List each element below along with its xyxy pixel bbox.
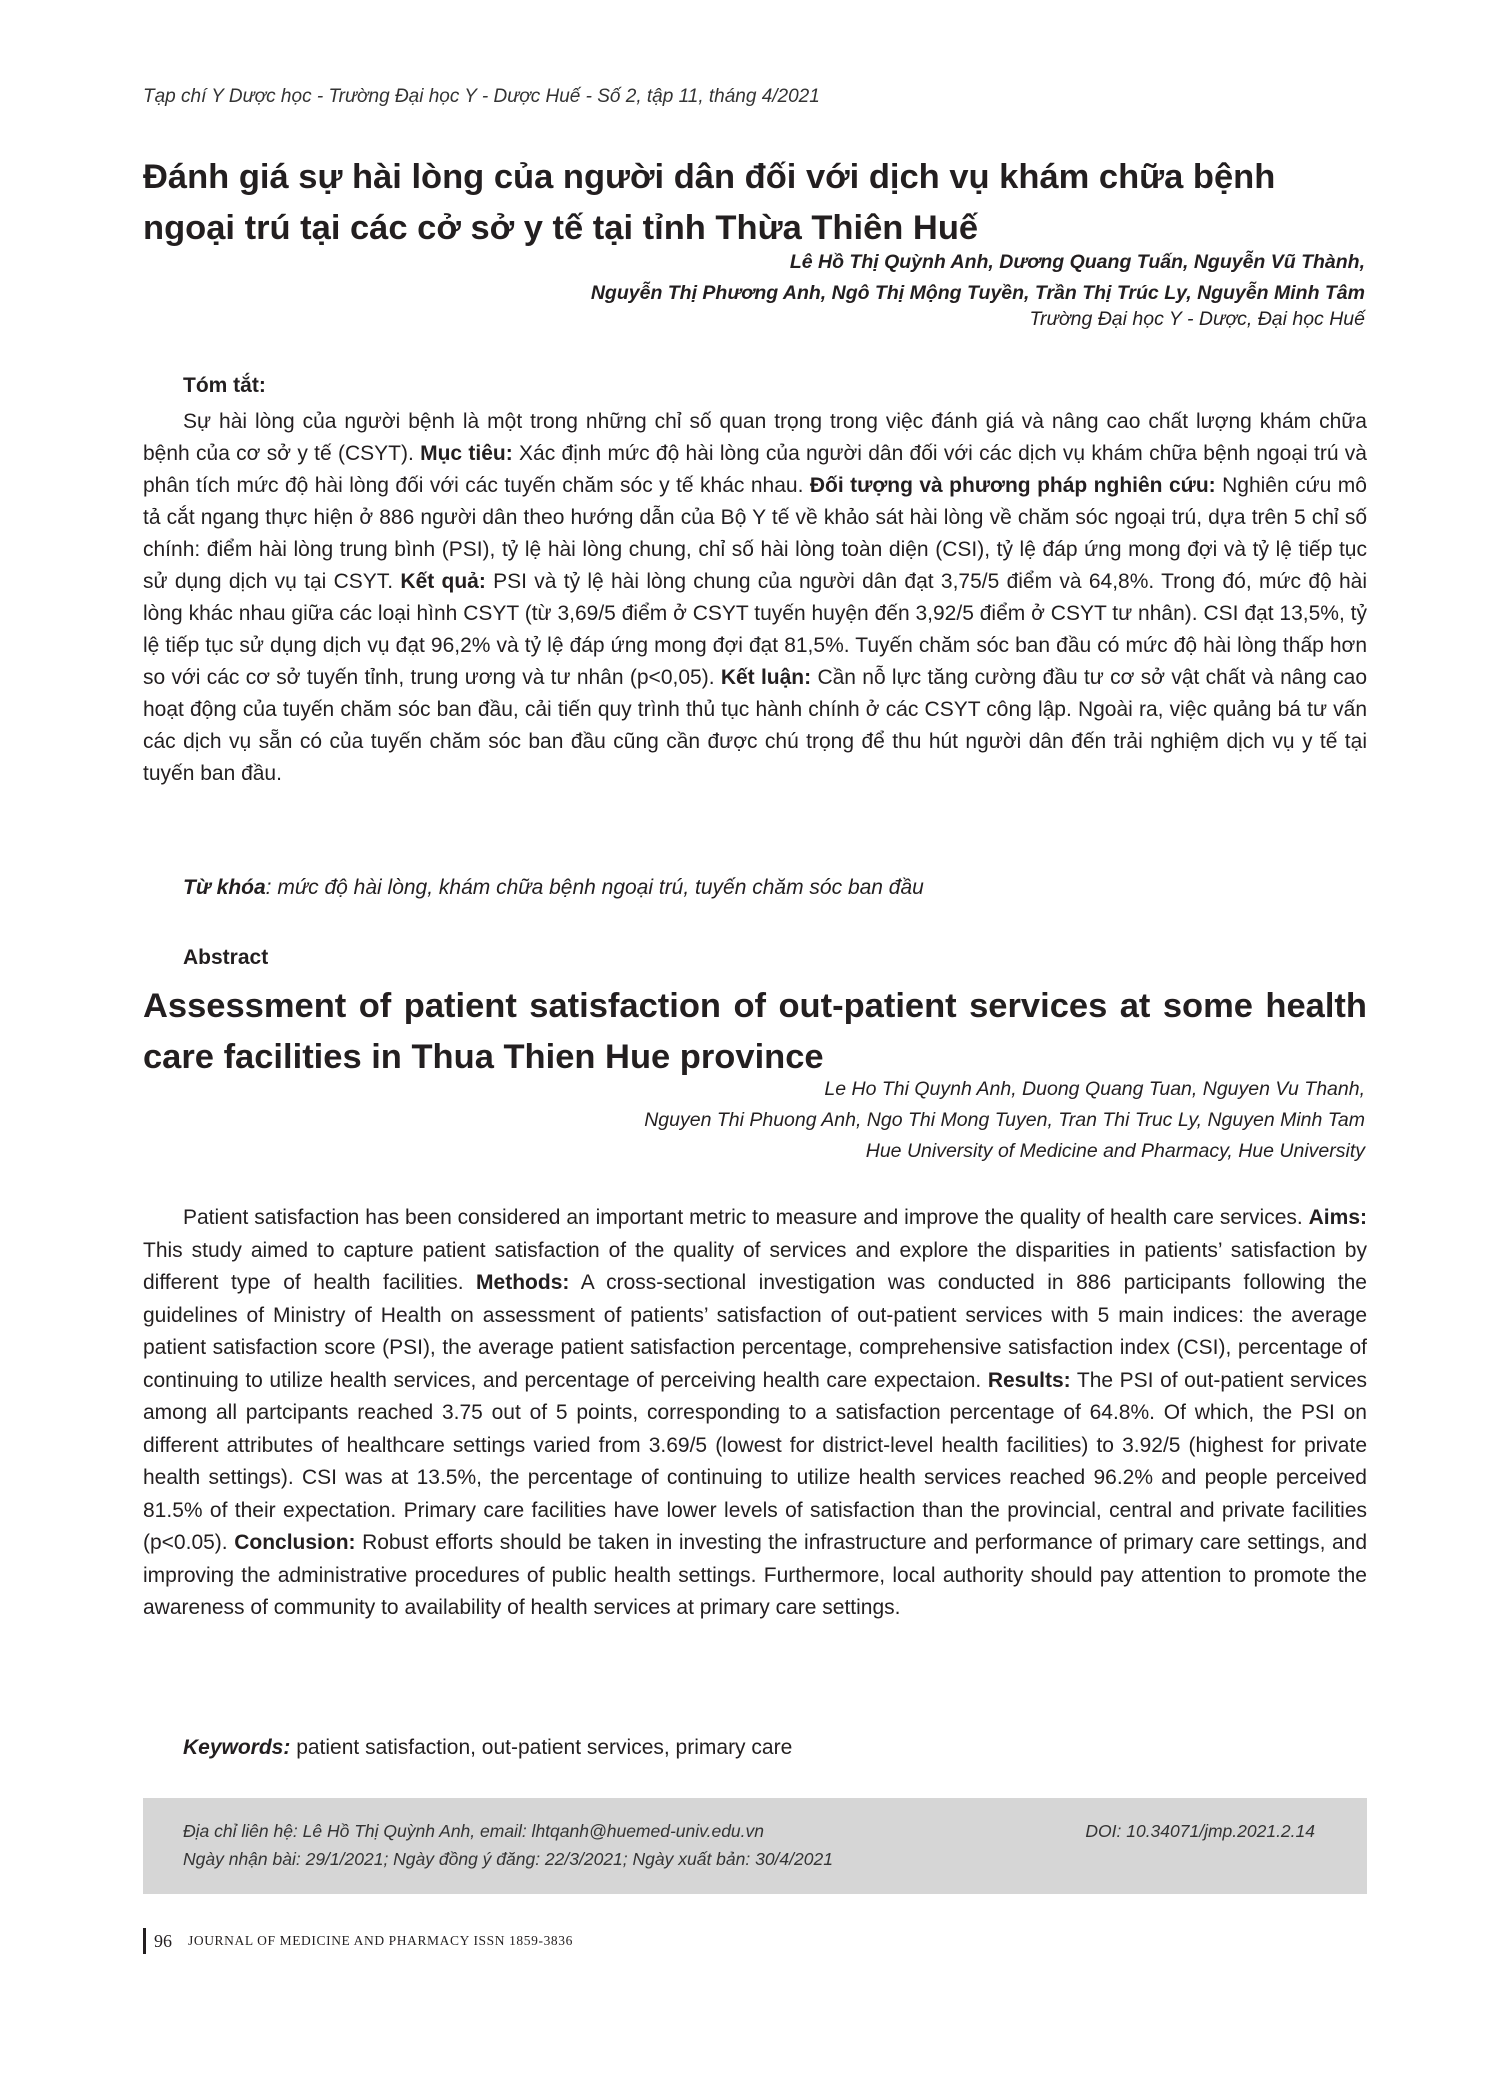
vietnamese-authors-line-2: Nguyễn Thị Phương Anh, Ngô Thị Mộng Tuyền, Trần Thị Trúc Ly, Nguyễn Minh Tâm	[590, 282, 1365, 304]
page-footer	[143, 1928, 573, 1954]
page-number: 96	[154, 1930, 172, 1951]
vietnamese-keywords	[183, 876, 924, 900]
en-keywords-label: Keywords:	[183, 1736, 291, 1759]
summary-heading: Tóm tắt:	[183, 374, 266, 397]
vi-methods-label: Đối tượng và phương pháp nghiên cứu:	[809, 474, 1216, 497]
doi: DOI: 10.34071/jmp.2021.2.14	[1085, 1821, 1315, 1841]
vi-aim-label: Mục tiêu:	[420, 442, 513, 465]
publication-dates: Ngày nhận bài: 29/1/2021; Ngày đồng ý đăng: 22/3/2021; Ngày xuất bản: 30/4/2021	[183, 1849, 833, 1869]
vi-abstract-intro: Sự hài lòng của người bệnh là một trong những chỉ số quan trọng trong việc đánh giá và nâng cao chất lượng khám chữa bệnh của cơ sở y tế (CSYT).	[143, 410, 1367, 465]
english-authors-line-2: Nguyen Thi Phuong Anh, Ngo Thi Mong Tuyen, Tran Thi Truc Ly, Nguyen Minh Tam	[644, 1109, 1365, 1131]
english-title: Assessment of patient satisfaction of out-patient services at some health care facilities in Thua Thien Hue province	[143, 987, 1367, 1076]
vietnamese-affiliation: Trường Đại học Y - Dược, Đại học Huế	[1029, 308, 1365, 330]
vi-results-label: Kết quả:	[400, 570, 486, 593]
vi-conclusion-text: Cần nỗ lực tăng cường đầu tư cơ sở vật chất và nâng cao hoạt động của tuyến chăm sóc ban đầu, cải tiến quy trình thủ tục hành chính ở các CSYT công lập. Ngoài ra, việc quảng bá tư vấn các dịch vụ sẵn có của tuyến chăm sóc ban đầu cũng cần được chú trọng để thu hút người dân đến trải nghiệm dịch vụ y tế tại tuyến ban đầu.	[143, 666, 1367, 785]
abstract-heading: Abstract	[183, 946, 269, 969]
vietnamese-authors	[591, 247, 1365, 309]
en-methods-label: Methods:	[476, 1271, 570, 1294]
en-methods-text: A cross-sectional investigation was conducted in 886 participants following the guidelines of Ministry of Health on assessment of patients’ satisfaction of out-patient services with 5 main indices: the average patient satisfaction score (PSI), the average patient satisfaction percentage, comprehensive satisfaction index (CSI), percentage of continuing to utilize health services, and percentage of perceiving health care expectaion.	[143, 1271, 1367, 1392]
english-abstract-paragraph	[143, 1202, 1367, 1625]
vietnamese-title: Đánh giá sự hài lòng của người dân đối với dịch vụ khám chữa bệnh ngoại trú tại các cở sở y tế tại tỉnh Thừa Thiên Huế	[143, 158, 1276, 247]
en-keywords-text: patient satisfaction, out-patient services, primary care	[290, 1736, 793, 1759]
vi-keywords-label: Từ khóa	[183, 876, 266, 899]
vi-conclusion-label: Kết luận:	[720, 666, 812, 689]
english-keywords	[183, 1736, 792, 1760]
footer-bar	[143, 1928, 146, 1954]
en-results-text: The PSI of out-patient services among all partcipants reached 3.75 out of 5 points, corresponding to a satisfaction percentage of 64.8%. Of which, the PSI on different attributes of healthcare settings varied from 3.69/5 (lowest for district-level health facilities) to 3.92/5 (highest for private health settings). CSI was at 13.5%, the percentage of continuing to utilize health services reached 96.2% and people perceived 81.5% of their expectation. Primary care facilities have lower levels of satisfaction than the provincial, central and private facilities (p<0.05).	[143, 1368, 1367, 1554]
vi-results-text: PSI và tỷ lệ hài lòng chung của người dân đạt 3,75/5 điểm và 64,8%. Trong đó, mức độ hài lòng khác nhau giữa các loại hình CSYT (từ 3,69/5 điểm ở CSYT tuyến huyện đến 3,92/5 điểm ở CSYT tư nhân). CSI đạt 13,5%, tỷ lệ tiếp tục sử dụng dịch vụ đạt 96,2% và tỷ lệ đáp ứng mong đợi đạt 81,5%. Tuyến chăm sóc ban đầu có mức độ hài lòng thấp hơn so với các cơ sở tuyến tỉnh, trung ương và tư nhân (p<0,05).	[143, 570, 1367, 689]
en-conclusion-label: Conclusion:	[234, 1531, 356, 1554]
journal-name: JOURNAL OF MEDICINE AND PHARMACY ISSN 1859-3836	[188, 1933, 573, 1948]
english-authors-line-1: Le Ho Thi Quynh Anh, Duong Quang Tuan, Nguyen Vu Thanh,	[824, 1078, 1365, 1100]
en-conclusion-text: Robust efforts should be taken in investing the infrastructure and performance of primary care settings, and improving the administrative procedures of public health settings. Furthermore, local authority should pay attention to promote the awareness of community to availability of health services at primary care settings.	[143, 1531, 1367, 1619]
english-authors	[644, 1074, 1365, 1167]
en-results-label: Results:	[987, 1368, 1071, 1392]
running-header: Tạp chí Y Dược học - Trường Đại học Y - Dược Huế - Số 2, tập 11, tháng 4/2021	[143, 86, 820, 107]
english-affiliation: Hue University of Medicine and Pharmacy, Hue University	[865, 1140, 1365, 1162]
english-abstract	[143, 1202, 1367, 1625]
vi-methods-text: Nghiên cứu mô tả cắt ngang thực hiện ở 886 người dân theo hướng dẫn của Bộ Y tế về khảo sát hài lòng về chăm sóc ngoại trú, dựa trên 5 chỉ số chính: điểm hài lòng trung bình (PSI), tỷ lệ hài lòng chung, chỉ số hài lòng toàn diện (CSI), tỷ lệ đáp ứng mong đợi và tỷ lệ tiếp tục sử dụng dịch vụ tại CSYT.	[143, 474, 1367, 593]
en-aims-label: Aims:	[1308, 1206, 1367, 1229]
vietnamese-abstract-paragraph	[143, 406, 1367, 790]
vietnamese-abstract	[143, 406, 1367, 790]
en-aims-text: This study aimed to capture patient satisfaction of the quality of services and explore the disparities in patients’ satisfaction by different type of health facilities.	[143, 1238, 1367, 1294]
vi-keywords-text: : mức độ hài lòng, khám chữa bệnh ngoại trú, tuyến chăm sóc ban đầu	[265, 876, 924, 899]
en-abstract-intro: Patient satisfaction has been considered an important metric to measure and improve the quality of health care services.	[183, 1206, 1309, 1229]
contact-address: Địa chỉ liên hệ: Lê Hồ Thị Quỳnh Anh, email: lhtqanh@huemed-univ.edu.vn	[183, 1821, 765, 1841]
vietnamese-authors-line-1: Lê Hồ Thị Quỳnh Anh, Dương Quang Tuấn, Nguyễn Vũ Thành,	[789, 251, 1365, 273]
vi-aim-text: Xác định mức độ hài lòng của người dân đối với các dịch vụ khám chữa bệnh ngoại trú và phân tích mức độ hài lòng đối với các tuyến chăm sóc y tế khác nhau.	[143, 442, 1367, 497]
contact-box	[143, 1798, 1367, 1894]
